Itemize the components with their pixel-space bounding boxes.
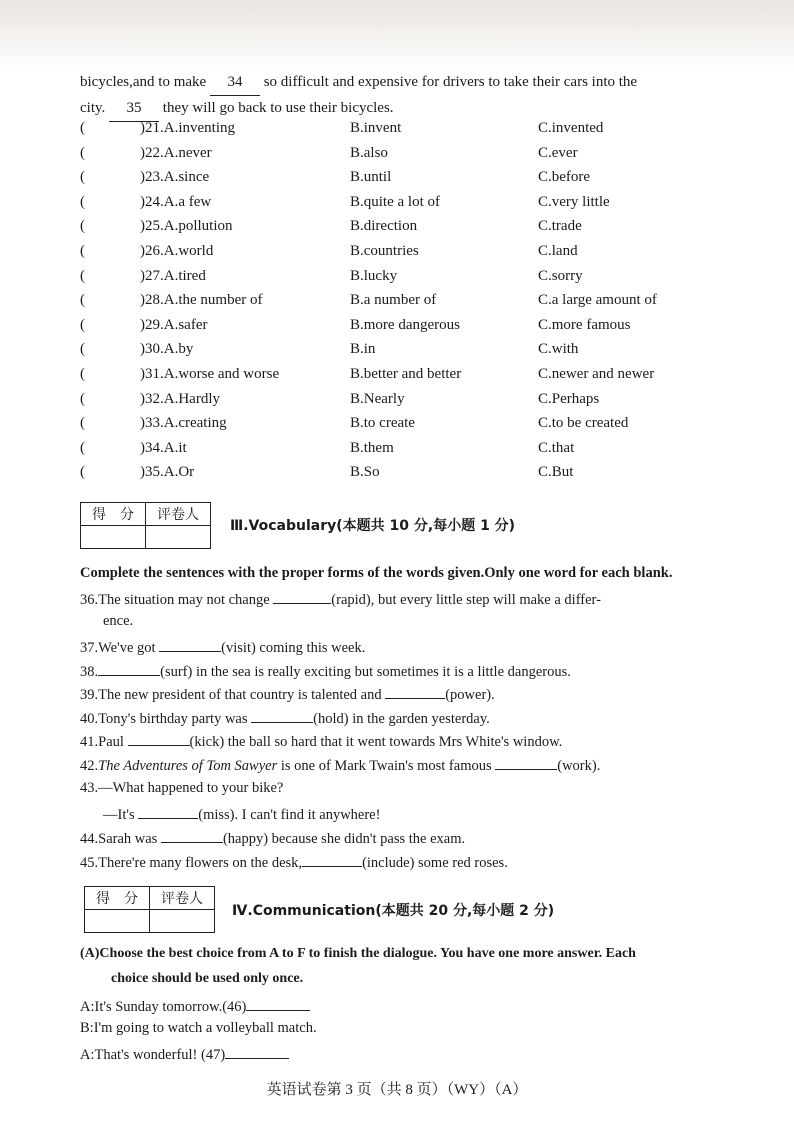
option-a: )30.A.by [140,341,194,358]
mc-question-row [80,391,760,416]
option-b: B.countries [350,242,419,259]
question-42: 42.The Adventures of Tom Sawyer is one of Mark Twain's most famous (work). [80,755,600,775]
option-a: )22.A.never [140,144,212,161]
option-a: )31.A.worse and worse [140,365,280,382]
answer-blank[interactable] [385,684,445,699]
score-cell[interactable] [85,910,150,933]
book-title: The Adventures of Tom Sawyer [98,758,278,774]
answer-paren[interactable]: ( [80,120,85,136]
option-c: C.before [538,169,591,186]
option-a: )25.A.pollution [140,218,233,235]
option-a: )35.A.Or [140,464,195,481]
option-a: )21.A.inventing [140,120,235,136]
option-b: B.a number of [350,292,437,309]
dialogue-line-2: B:I'm going to watch a volleyball match. [80,1020,317,1036]
option-c: C.invented [538,120,604,136]
answer-paren[interactable]: ( [80,144,85,161]
section-4-instruction-2: choice should be used only once. [111,971,304,986]
question-38: 38. (surf) in the sea is really exciting but sometimes it is a little dangerous. [80,661,571,681]
blank-34: 34 [210,70,260,96]
page-footer: 英语试卷第 3 页（共 8 页）（WY）（A） [266,1082,528,1098]
mc-question-row [80,292,760,317]
answer-paren[interactable]: ( [80,365,85,382]
answer-blank[interactable] [159,637,221,652]
option-a: )26.A.world [140,242,214,259]
option-b: B.direction [350,218,418,235]
option-a: )32.A.Hardly [140,390,220,407]
question-36-cont: ence. [103,613,134,629]
answer-paren[interactable]: ( [80,242,85,259]
option-b: B.invent [350,120,402,136]
passage-line-1: bicycles,and to make 34 so difficult and expensive for drivers to take their cars into the [80,70,760,96]
option-b: B.quite a lot of [350,193,440,210]
option-b: B.better and better [350,365,462,382]
section-4-title: Ⅳ.Communication(本题共 20 分,每小题 2 分) [232,903,555,919]
answer-paren[interactable]: ( [80,464,85,481]
mc-question-row [80,268,760,293]
option-b: B.them [350,439,394,456]
answer-blank[interactable] [128,731,190,746]
question-43-line-1: 43.—What happened to your bike? [80,780,284,796]
answer-paren[interactable]: ( [80,439,85,456]
option-c: C.But [538,464,574,481]
answer-blank[interactable] [98,661,160,676]
question-43-line-2: —It's (miss). I can't find it anywhere! [103,804,380,824]
question-41: 41.Paul (kick) the ball so hard that it went towards Mrs White's window. [80,731,562,751]
answer-blank[interactable] [495,755,557,770]
option-a: )28.A.the number of [140,292,263,309]
mc-question-row [80,440,760,465]
mc-question-row [80,218,760,243]
mc-question-row [80,169,760,194]
option-b: B.lucky [350,267,398,284]
option-c: C.newer and newer [538,365,655,382]
mc-question-row [80,341,760,366]
option-a: )23.A.since [140,169,210,186]
blank-35: 35 [109,96,159,122]
answer-paren[interactable]: ( [80,193,85,210]
answer-blank[interactable] [246,996,310,1011]
passage-line-2: city. 35 they will go back to use their bicycles. [80,96,760,122]
option-b: B.So [350,464,380,481]
mc-question-row [80,120,760,145]
score-cell[interactable] [81,526,146,549]
option-c: C.to be created [538,415,629,432]
option-c: C.Perhaps [538,390,600,407]
score-label: 得 分 [81,503,146,526]
question-44: 44.Sarah was (happy) because she didn't pass the exam. [80,828,465,848]
option-b: B.more dangerous [350,316,460,333]
option-c: C.trade [538,218,582,235]
option-b: B.to create [350,415,415,432]
option-c: C.land [538,242,578,259]
section-3-instruction: Complete the sentences with the proper forms of the words given.Only one word for each blank. [80,565,673,581]
mc-question-row [80,194,760,219]
answer-paren[interactable]: ( [80,316,85,333]
answer-paren[interactable]: ( [80,169,85,186]
mc-question-row [80,366,760,391]
answer-blank[interactable] [161,828,223,843]
option-c: C.ever [538,144,578,161]
mc-question-row [80,145,760,170]
option-a: )24.A.a few [140,193,212,210]
score-label: 得 分 [85,887,150,910]
grader-cell[interactable] [146,526,211,549]
dialogue-line-3: A:That's wonderful! (47) [80,1044,289,1064]
answer-blank[interactable] [302,852,362,867]
option-b: B.also [350,144,388,161]
option-a: )33.A.creating [140,415,227,432]
mc-question-row [80,464,760,489]
question-37: 37.We've got (visit) coming this week. [80,637,365,657]
question-39: 39.The new president of that country is talented and (power). [80,684,495,704]
answer-paren[interactable]: ( [80,390,85,407]
score-box-3 [80,502,211,549]
multiple-choice-list [80,120,760,489]
dialogue-line-1: A:It's Sunday tomorrow.(46) [80,996,310,1016]
answer-paren[interactable]: ( [80,292,85,309]
option-c: C.that [538,439,575,456]
question-36: 36.The situation may not change (rapid), but every little step will make a differ- [80,589,601,609]
question-40: 40.Tony's birthday party was (hold) in the garden yesterday. [80,708,490,728]
option-b: B.until [350,169,392,186]
answer-blank[interactable] [225,1044,289,1059]
option-c: C.with [538,341,579,358]
cloze-passage-end [80,70,760,122]
answer-paren[interactable]: ( [80,415,85,432]
section-4-instruction-1: (A)Choose the best choice from A to F to finish the dialogue. You have one more answer. Each [80,946,636,961]
option-c: C.more famous [538,316,631,333]
mc-question-row [80,317,760,342]
option-a: )34.A.it [140,439,187,456]
option-c: C.sorry [538,267,583,284]
grader-label: 评卷人 [146,503,211,526]
option-b: B.in [350,341,376,358]
answer-blank[interactable] [273,589,331,604]
question-45: 45.There're many flowers on the desk, (include) some red roses. [80,852,508,872]
answer-paren[interactable]: ( [80,267,85,284]
answer-blank[interactable] [251,708,313,723]
option-b: B.Nearly [350,390,405,407]
option-c: C.a large amount of [538,292,657,309]
option-a: )27.A.tired [140,267,206,284]
option-a: )29.A.safer [140,316,208,333]
score-box-4 [84,886,215,933]
grader-label: 评卷人 [150,887,215,910]
answer-paren[interactable]: ( [80,218,85,235]
grader-cell[interactable] [150,910,215,933]
answer-paren[interactable]: ( [80,341,85,358]
mc-question-row [80,415,760,440]
mc-question-row [80,243,760,268]
answer-blank[interactable] [138,804,198,819]
scan-shading [0,0,794,70]
section-3-title: Ⅲ.Vocabulary(本题共 10 分,每小题 1 分) [230,518,516,534]
option-c: C.very little [538,193,610,210]
